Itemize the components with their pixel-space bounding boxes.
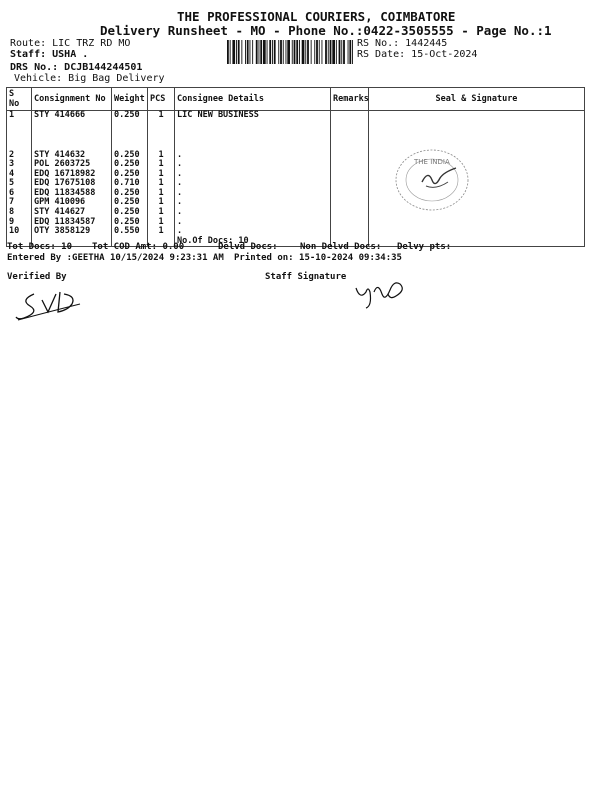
cell-weight: 0.250 <box>112 170 148 180</box>
col-sno: S No <box>7 88 32 111</box>
cell-sno: 7 <box>7 198 32 208</box>
cell-remarks <box>331 227 369 237</box>
rs-number: RS No.: 1442445 <box>357 38 448 49</box>
delvy-pts: Delvy pts: <box>397 242 452 252</box>
cell-remarks <box>331 111 369 151</box>
cell-cno: EDQ 11834587 <box>32 218 112 228</box>
col-consignment: Consignment No <box>32 88 112 111</box>
printed-on: Printed on: 15-10-2024 09:34:35 <box>234 253 402 263</box>
company-title: THE PROFESSIONAL COURIERS, COIMBATORE <box>177 9 456 24</box>
cell-weight: 0.250 <box>112 151 148 161</box>
cell-cno: EDQ 17675108 <box>32 179 112 189</box>
cell-remarks <box>331 189 369 199</box>
col-weight: Weight <box>112 88 148 111</box>
cell-remarks <box>331 151 369 161</box>
cell-seal <box>369 218 585 228</box>
cell-cno: POL 2603725 <box>32 160 112 170</box>
tot-cod-amt: Tot COD Amt: 0.00 <box>92 242 185 252</box>
col-remarks: Remarks <box>331 88 369 111</box>
cell-sno: 9 <box>7 218 32 228</box>
cell-pcs: 1 <box>148 227 175 237</box>
table-row <box>7 111 585 151</box>
cell-weight: 0.250 <box>112 111 148 151</box>
cell-consignee: . <box>175 151 331 161</box>
cell-consignee: LIC NEW BUSINESS <box>175 111 331 151</box>
cell-weight: 0.710 <box>112 179 148 189</box>
table-row <box>7 198 585 208</box>
cell-weight: 0.250 <box>112 160 148 170</box>
runsheet-table <box>6 87 585 247</box>
cell-cno: EDQ 11834588 <box>32 189 112 199</box>
cell-pcs: 1 <box>148 179 175 189</box>
table-row <box>7 218 585 228</box>
cell-sno: 1 <box>7 111 32 151</box>
cell-weight: 0.250 <box>112 198 148 208</box>
cell-weight: 0.550 <box>112 227 148 237</box>
tot-docs: Tot Docs: 10 <box>7 242 73 252</box>
cell-consignee: . <box>175 208 331 218</box>
cell-pcs: 1 <box>148 189 175 199</box>
cell-sno: 10 <box>7 227 32 237</box>
col-seal: Seal & Signature <box>369 88 585 111</box>
cell-consignee: . <box>175 218 331 228</box>
cell-seal <box>369 227 585 237</box>
cell-consignee: . <box>175 227 331 237</box>
cell-consignee: . <box>175 189 331 199</box>
cell-remarks <box>331 160 369 170</box>
cell-weight: 0.250 <box>112 189 148 199</box>
cell-cno: GPM 410096 <box>32 198 112 208</box>
staff-signature-label: Staff Signature <box>265 272 347 282</box>
runsheet-subtitle: Delivery Runsheet - MO - Phone No.:0422-3505555 - Page No.:1 <box>100 23 552 38</box>
staff-signature-icon <box>352 278 412 310</box>
cell-sno: 3 <box>7 160 32 170</box>
stamp-text: THE INDIA <box>414 158 450 166</box>
cell-pcs: 1 <box>148 208 175 218</box>
cell-cno: STY 414666 <box>32 111 112 151</box>
non-delvd-docs: Non Delvd Docs: <box>300 242 382 252</box>
col-pcs: PCS <box>148 88 175 111</box>
table-row <box>7 151 585 161</box>
cell-remarks <box>331 198 369 208</box>
table-row <box>7 189 585 199</box>
cell-cno: STY 414627 <box>32 208 112 218</box>
vehicle-label: Vehicle: Big Bag Delivery <box>14 73 165 84</box>
drs-number: DRS No.: DCJB144244501 <box>10 62 143 73</box>
cell-consignee: . <box>175 198 331 208</box>
cell-sno: 4 <box>7 170 32 180</box>
cell-cno: EDQ 16718982 <box>32 170 112 180</box>
cell-remarks <box>331 208 369 218</box>
cell-consignee: . <box>175 170 331 180</box>
table-row <box>7 227 585 237</box>
cell-pcs: 1 <box>148 170 175 180</box>
no-of-docs: No.Of Docs: 10 <box>175 237 331 247</box>
cell-consignee: . <box>175 160 331 170</box>
cell-sno: 6 <box>7 189 32 199</box>
cell-weight: 0.250 <box>112 208 148 218</box>
cell-pcs: 1 <box>148 198 175 208</box>
verified-signature-icon <box>12 286 92 324</box>
cell-sno: 8 <box>7 208 32 218</box>
cell-consignee: . <box>175 179 331 189</box>
cell-remarks <box>331 170 369 180</box>
cell-sno: 5 <box>7 179 32 189</box>
cell-pcs: 1 <box>148 151 175 161</box>
cell-pcs: 1 <box>148 160 175 170</box>
staff-label: Staff: USHA . <box>10 49 89 60</box>
verified-by-label: Verified By <box>7 272 67 282</box>
col-consignee: Consignee Details <box>175 88 331 111</box>
cell-remarks <box>331 218 369 228</box>
cell-cno: OTY 3858129 <box>32 227 112 237</box>
seal-stamp-icon <box>392 142 474 218</box>
table-header-row <box>7 88 585 111</box>
delvd-docs: Delvd Docs: <box>218 242 278 252</box>
entered-by: Entered By :GEETHA 10/15/2024 9:23:31 AM <box>7 253 224 263</box>
rs-date: RS Date: 15-Oct-2024 <box>357 49 478 60</box>
cell-cno: STY 414632 <box>32 151 112 161</box>
cell-sno: 2 <box>7 151 32 161</box>
cell-remarks <box>331 179 369 189</box>
route-label: Route: LIC TRZ RD MO <box>10 38 131 49</box>
cell-pcs: 1 <box>148 218 175 228</box>
cell-pcs: 1 <box>148 111 175 151</box>
barcode-icon <box>227 40 353 64</box>
cell-weight: 0.250 <box>112 218 148 228</box>
